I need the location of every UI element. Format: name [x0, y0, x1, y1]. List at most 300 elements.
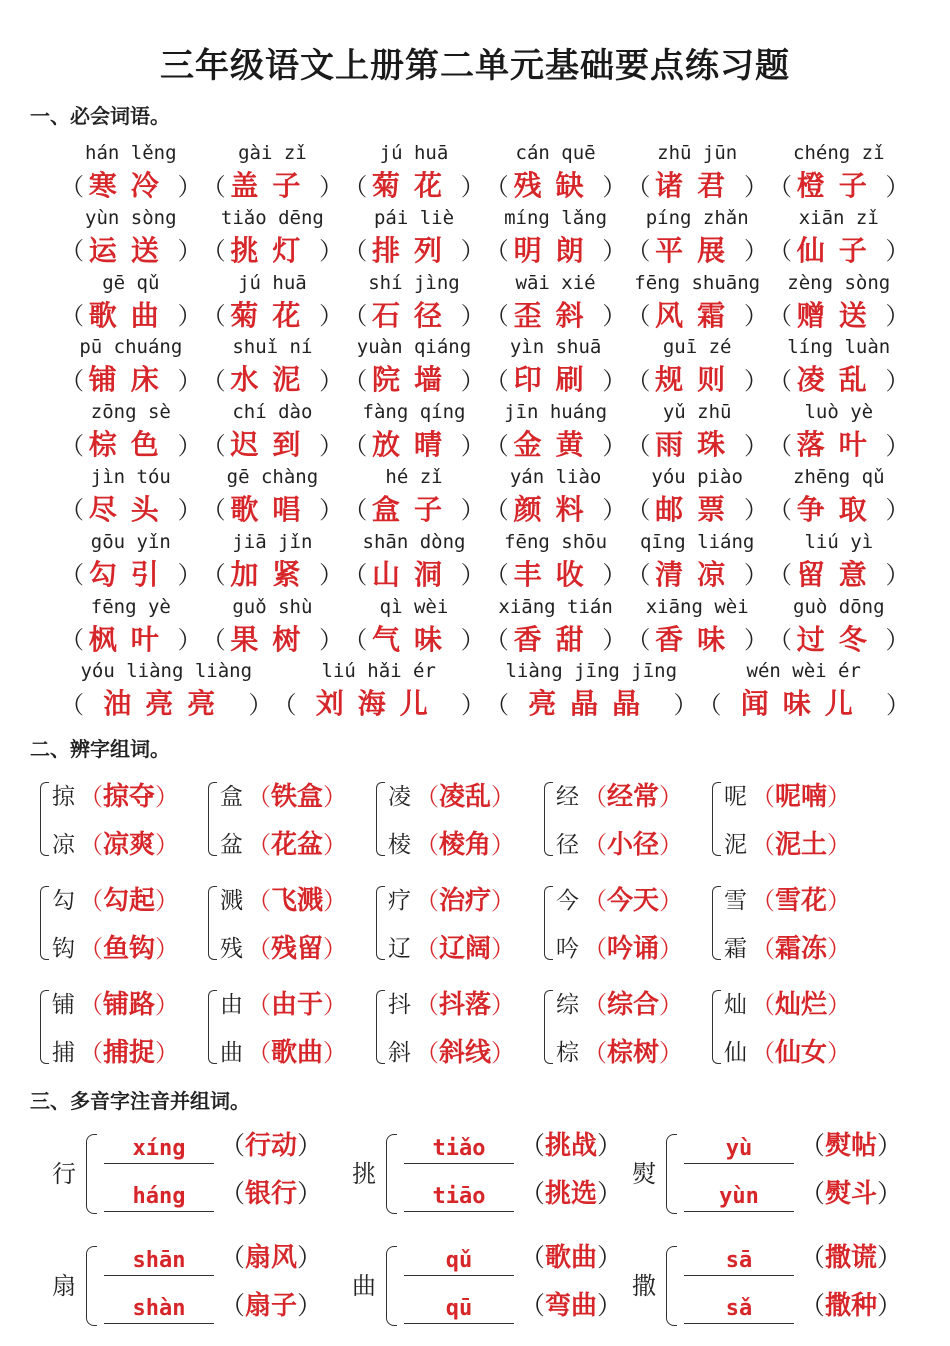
word-hanzi-row [768, 555, 910, 591]
word-item [202, 334, 344, 399]
word-hanzi-row [60, 555, 202, 591]
word-hanzi: 香味 [655, 622, 740, 656]
word-pinyin: líng luàn [787, 336, 891, 359]
word-pinyin: chéng zǐ [793, 142, 885, 164]
char-pair-grid [40, 772, 920, 1076]
open-paren: （ [220, 1291, 246, 1320]
word-item [485, 658, 698, 723]
polyphone-char: 曲 [352, 1272, 376, 1300]
pair-word: 凉爽 [103, 829, 156, 860]
word-item [60, 205, 202, 270]
word-hanzi-row [343, 166, 485, 202]
polyphone-char: 撒 [632, 1272, 656, 1300]
word-pinyin: xiāng wèi [645, 595, 749, 618]
close-paren: ） [659, 1038, 684, 1067]
word-pinyin: guī zé [662, 336, 732, 359]
word-pinyin: yóu piào [651, 465, 743, 488]
close-paren: ） [460, 172, 485, 201]
pair-row [388, 1030, 515, 1070]
word-hanzi-row [626, 231, 768, 267]
word-pinyin: qīng liáng [639, 530, 755, 553]
word-hanzi-row [60, 231, 202, 267]
close-paren: ） [297, 1179, 323, 1208]
word-pinyin: wén wèi ér [746, 660, 861, 682]
close-paren: ） [885, 302, 910, 331]
pair-char: 凌 [388, 783, 411, 810]
pair-row [556, 774, 683, 814]
word-hanzi-row [343, 425, 485, 461]
word-hanzi-row [485, 425, 627, 461]
word-hanzi: 加紧 [230, 557, 315, 591]
pair-char: 盆 [220, 831, 243, 858]
open-paren: （ [583, 830, 607, 859]
open-paren: （ [201, 496, 226, 525]
polyphone-pinyin: shān [104, 1248, 214, 1276]
pair-row [52, 1030, 179, 1070]
polyphone-word: 熨斗 [825, 1179, 878, 1209]
polyphone-group [632, 1232, 932, 1336]
pair-row [724, 1030, 851, 1070]
polyphone-word-group [800, 1285, 902, 1324]
brace-icon [386, 1246, 397, 1326]
word-hanzi: 明朗 [513, 233, 598, 267]
word-hanzi: 菊花 [230, 298, 315, 332]
polyphone-pinyin: tiāo [404, 1184, 514, 1212]
close-paren: ） [827, 990, 852, 1019]
pair-word: 斜线 [439, 1037, 492, 1068]
pair-word: 铺路 [103, 989, 156, 1020]
pair-word: 飞溅 [271, 885, 324, 916]
word-item [343, 140, 485, 205]
word-hanzi-row [626, 620, 768, 656]
word-hanzi: 迟到 [230, 428, 315, 462]
open-paren: （ [247, 782, 271, 811]
open-paren: （ [767, 237, 792, 266]
close-paren: ） [659, 830, 684, 859]
word-hanzi-row [60, 360, 202, 396]
word-pinyin: yùn sòng [85, 206, 177, 229]
open-paren: （ [415, 830, 439, 859]
word-item [626, 205, 768, 270]
polyphone-char: 行 [52, 1160, 76, 1188]
word-hanzi: 歌唱 [230, 492, 315, 526]
char-pair [208, 876, 376, 972]
word-hanzi: 气味 [371, 622, 456, 656]
open-paren: （ [79, 1038, 103, 1067]
open-paren: （ [484, 431, 509, 460]
word-hanzi: 清凉 [655, 557, 740, 591]
open-paren: （ [415, 886, 439, 915]
section2-heading: 二、辨字组词。 [30, 737, 170, 761]
word-pinyin: yǔ zhū [662, 401, 732, 424]
word-hanzi: 印刷 [513, 363, 598, 397]
word-pinyin: wāi xié [515, 271, 596, 294]
pair-row [724, 982, 851, 1022]
open-paren: （ [79, 782, 103, 811]
word-pinyin: jiā jǐn [232, 530, 313, 553]
open-paren: （ [626, 561, 651, 590]
word-hanzi: 诸君 [655, 169, 740, 202]
word-item [768, 464, 910, 529]
open-paren: （ [247, 990, 271, 1019]
pair-word: 抖落 [439, 989, 492, 1020]
word-hanzi: 歪斜 [513, 298, 598, 332]
open-paren: （ [247, 830, 271, 859]
pair-char: 棕 [556, 1039, 579, 1066]
pair-word: 雪花 [775, 885, 828, 916]
word-hanzi-row [343, 231, 485, 267]
open-paren: （ [626, 496, 651, 525]
open-paren: （ [201, 561, 226, 590]
word-item [626, 399, 768, 464]
polyphone-word: 歌曲 [545, 1243, 598, 1273]
word-pinyin: xiāng tián [498, 595, 613, 618]
pair-word: 鱼钩 [103, 933, 156, 964]
brace-icon [666, 1134, 677, 1214]
open-paren: （ [60, 431, 84, 460]
open-paren: （ [626, 172, 651, 201]
open-paren: （ [343, 172, 368, 201]
word-pinyin: luò yè [804, 401, 874, 424]
pair-word: 今天 [607, 885, 660, 916]
section3-heading: 三、多音字注音并组词。 [30, 1089, 250, 1113]
word-hanzi-row [626, 166, 768, 202]
brace-icon [40, 990, 49, 1064]
pair-word: 辽阔 [439, 933, 492, 964]
open-paren: （ [60, 496, 84, 525]
page-title: 三年级语文上册第二单元基础要点练习题 [160, 46, 790, 86]
open-paren: （ [220, 1131, 246, 1160]
open-paren: （ [767, 302, 792, 331]
close-paren: ） [491, 886, 516, 915]
polyphone-word-group [800, 1173, 902, 1212]
close-paren: ） [885, 431, 910, 460]
word-hanzi: 平展 [655, 233, 740, 267]
open-paren: （ [751, 990, 775, 1019]
open-paren: （ [583, 934, 607, 963]
polyphone-line [684, 1234, 902, 1276]
pair-char: 辽 [388, 935, 411, 962]
word-hanzi: 菊花 [371, 169, 456, 202]
close-paren: ） [602, 366, 627, 395]
pair-word: 灿烂 [775, 989, 828, 1020]
word-hanzi-row [485, 555, 627, 591]
pair-row [724, 774, 851, 814]
word-hanzi: 金黄 [513, 428, 598, 462]
open-paren: （ [343, 302, 368, 331]
open-paren: （ [220, 1243, 246, 1272]
pair-row [52, 822, 179, 862]
polyphone-pinyin: sǎ [684, 1296, 794, 1324]
close-paren: ） [460, 302, 485, 331]
open-paren: （ [800, 1291, 826, 1320]
word-item [60, 270, 202, 335]
word-hanzi-row [202, 296, 344, 332]
pair-char: 霜 [724, 935, 747, 962]
word-pinyin: zōng sè [90, 401, 171, 424]
close-paren: ） [177, 431, 202, 460]
word-item [202, 140, 344, 205]
word-item [202, 399, 344, 464]
polyphone-group [632, 1120, 932, 1224]
brace-icon [40, 782, 49, 856]
pair-char: 铺 [52, 991, 75, 1018]
close-paren: ） [827, 1038, 852, 1067]
close-paren: ） [319, 431, 344, 460]
word-hanzi: 留意 [796, 557, 881, 591]
open-paren: （ [60, 302, 84, 331]
word-hanzi: 盒子 [371, 492, 456, 526]
word-pinyin: yóu liàng liàng [80, 660, 253, 682]
char-pair [376, 772, 544, 868]
close-paren: ） [885, 690, 910, 719]
word-item [343, 464, 485, 529]
close-paren: ） [827, 934, 852, 963]
close-paren: ） [323, 934, 348, 963]
char-pair [40, 980, 208, 1076]
open-paren: （ [484, 561, 509, 590]
close-paren: ） [297, 1131, 323, 1160]
open-paren: （ [201, 172, 226, 201]
pair-char: 凉 [52, 831, 75, 858]
polyphone-pinyin: sā [684, 1248, 794, 1276]
word-item [485, 334, 627, 399]
close-paren: ） [743, 366, 768, 395]
close-paren: ） [602, 237, 627, 266]
polyphone-word: 撒谎 [825, 1243, 878, 1273]
polyphone-char: 扇 [52, 1272, 76, 1300]
open-paren: （ [520, 1243, 546, 1272]
pair-row [556, 878, 683, 918]
word-item [626, 594, 768, 659]
pair-char: 曲 [220, 1039, 243, 1066]
open-paren: （ [484, 496, 509, 525]
close-paren: ） [885, 626, 910, 655]
polyphone-group [352, 1120, 632, 1224]
polyphone-group [52, 1232, 352, 1336]
open-paren: （ [247, 886, 271, 915]
word-hanzi-row [485, 360, 627, 396]
pair-char: 溅 [220, 887, 243, 914]
polyphone-word-group [220, 1237, 322, 1276]
word-pinyin: shí jìng [368, 271, 460, 294]
pair-row [52, 926, 179, 966]
close-paren: ） [297, 1243, 323, 1272]
word-hanzi-row [202, 360, 344, 396]
pair-char: 钩 [52, 935, 75, 962]
polyphone-pinyin: xíng [104, 1136, 214, 1164]
close-paren: ） [177, 496, 202, 525]
word-item [768, 205, 910, 270]
pair-char: 综 [556, 991, 579, 1018]
word-item [60, 399, 202, 464]
word-pinyin: liú yì [804, 530, 874, 553]
close-paren: ） [319, 237, 344, 266]
word-item [60, 140, 202, 205]
word-hanzi: 果树 [230, 622, 315, 656]
close-paren: ） [155, 1038, 180, 1067]
word-item [768, 270, 910, 335]
pair-char: 抖 [388, 991, 411, 1018]
word-item [485, 594, 627, 659]
close-paren: ） [743, 496, 768, 525]
word-hanzi: 争取 [796, 492, 881, 526]
close-paren: ） [460, 561, 485, 590]
word-pinyin: gōu yǐn [90, 530, 171, 553]
close-paren: ） [323, 1038, 348, 1067]
pair-char: 棱 [388, 831, 411, 858]
word-hanzi: 放晴 [371, 428, 456, 462]
word-pinyin: gē qǔ [102, 271, 160, 294]
word-hanzi-row [60, 296, 202, 332]
pair-row [220, 926, 347, 966]
char-pair [208, 980, 376, 1076]
open-paren: （ [626, 431, 651, 460]
polyphone-line [684, 1122, 902, 1164]
word-hanzi-row [60, 425, 202, 461]
open-paren: （ [343, 237, 368, 266]
close-paren: ） [177, 626, 202, 655]
word-hanzi-row [60, 684, 273, 720]
pair-word: 歌曲 [271, 1037, 324, 1068]
word-hanzi: 寒冷 [88, 169, 173, 202]
polyphone-word-group [800, 1125, 902, 1164]
char-pair [40, 772, 208, 868]
open-paren: （ [247, 934, 271, 963]
word-pinyin: pái liè [373, 206, 455, 229]
pair-row [388, 822, 515, 862]
open-paren: （ [751, 830, 775, 859]
open-paren: （ [415, 782, 439, 811]
word-hanzi-row [485, 620, 627, 656]
pair-row [556, 822, 683, 862]
close-paren: ） [743, 626, 768, 655]
pair-row [52, 982, 179, 1022]
pair-row [388, 878, 515, 918]
word-item [202, 464, 344, 529]
pair-row [724, 822, 851, 862]
close-paren: ） [177, 302, 202, 331]
close-paren: ） [319, 302, 344, 331]
word-pinyin: fēng yè [90, 595, 171, 618]
open-paren: （ [201, 431, 226, 460]
brace-icon [208, 886, 217, 960]
pair-char: 灿 [724, 991, 747, 1018]
close-paren: ） [877, 1179, 903, 1208]
open-paren: （ [484, 366, 509, 395]
close-paren: ） [319, 626, 344, 655]
pair-char: 雪 [724, 887, 747, 914]
word-hanzi-row [768, 231, 910, 267]
word-pinyin: fēng shuāng [634, 271, 761, 294]
word-pinyin: fàng qíng [362, 401, 466, 424]
word-pinyin: míng lǎng [504, 206, 608, 229]
word-item [626, 529, 768, 594]
close-paren: ） [885, 496, 910, 525]
word-item [202, 205, 344, 270]
pair-word: 掠夺 [103, 781, 156, 812]
close-paren: ） [155, 990, 180, 1019]
pair-row [220, 774, 347, 814]
word-hanzi-row [768, 166, 910, 202]
pair-char: 经 [556, 783, 579, 810]
close-paren: ） [491, 1038, 516, 1067]
pair-row [724, 926, 851, 966]
open-paren: （ [60, 237, 84, 266]
open-paren: （ [626, 237, 651, 266]
word-hanzi-row [202, 231, 344, 267]
word-hanzi-row [202, 425, 344, 461]
close-paren: ） [602, 496, 627, 525]
word-pinyin: chí dào [232, 401, 313, 424]
open-paren: （ [484, 172, 509, 201]
close-paren: ） [319, 561, 344, 590]
polyphone-word-group [800, 1237, 902, 1276]
pair-char: 斜 [388, 1039, 411, 1066]
word-item [60, 658, 273, 723]
open-paren: （ [767, 431, 792, 460]
pair-row [556, 926, 683, 966]
open-paren: （ [751, 886, 775, 915]
close-paren: ） [827, 782, 852, 811]
open-paren: （ [60, 366, 84, 395]
word-hanzi: 风霜 [655, 298, 740, 332]
close-paren: ） [177, 366, 202, 395]
open-paren: （ [343, 561, 368, 590]
word-hanzi: 运送 [88, 233, 173, 267]
brace-icon [376, 990, 385, 1064]
word-pinyin: cán quē [515, 142, 596, 164]
section1-heading: 一、必会词语。 [30, 104, 170, 128]
word-hanzi-row [626, 360, 768, 396]
word-item [60, 334, 202, 399]
open-paren: （ [626, 366, 651, 395]
word-pinyin: gē chàng [226, 465, 319, 488]
char-pair [712, 876, 880, 972]
word-pinyin: jú huā [238, 271, 307, 294]
word-hanzi-row [60, 620, 202, 656]
word-hanzi-row [343, 296, 485, 332]
polyphone-word-group [520, 1125, 622, 1164]
word-item [202, 270, 344, 335]
close-paren: ） [460, 431, 485, 460]
word-hanzi-row [343, 490, 485, 526]
brace-icon [712, 990, 721, 1064]
word-pinyin: shān dòng [362, 530, 466, 553]
polyphone-line [684, 1170, 902, 1212]
pair-row [220, 878, 347, 918]
open-paren: （ [415, 1038, 439, 1067]
word-hanzi: 橙子 [796, 169, 881, 202]
close-paren: ） [602, 561, 627, 590]
polyphone-pinyin: yù [684, 1136, 794, 1164]
char-pair [712, 772, 880, 868]
word-hanzi: 落叶 [796, 428, 881, 462]
open-paren: （ [520, 1179, 546, 1208]
open-paren: （ [484, 302, 509, 331]
close-paren: ） [743, 172, 768, 201]
polyphone-line [404, 1170, 622, 1212]
word-item [202, 529, 344, 594]
open-paren: （ [79, 990, 103, 1019]
open-paren: （ [767, 366, 792, 395]
word-hanzi-row [768, 360, 910, 396]
word-item [60, 464, 202, 529]
word-item [485, 270, 627, 335]
word-hanzi: 邮票 [655, 492, 740, 526]
word-hanzi: 颜料 [513, 492, 598, 526]
pair-word: 棕树 [607, 1037, 660, 1068]
